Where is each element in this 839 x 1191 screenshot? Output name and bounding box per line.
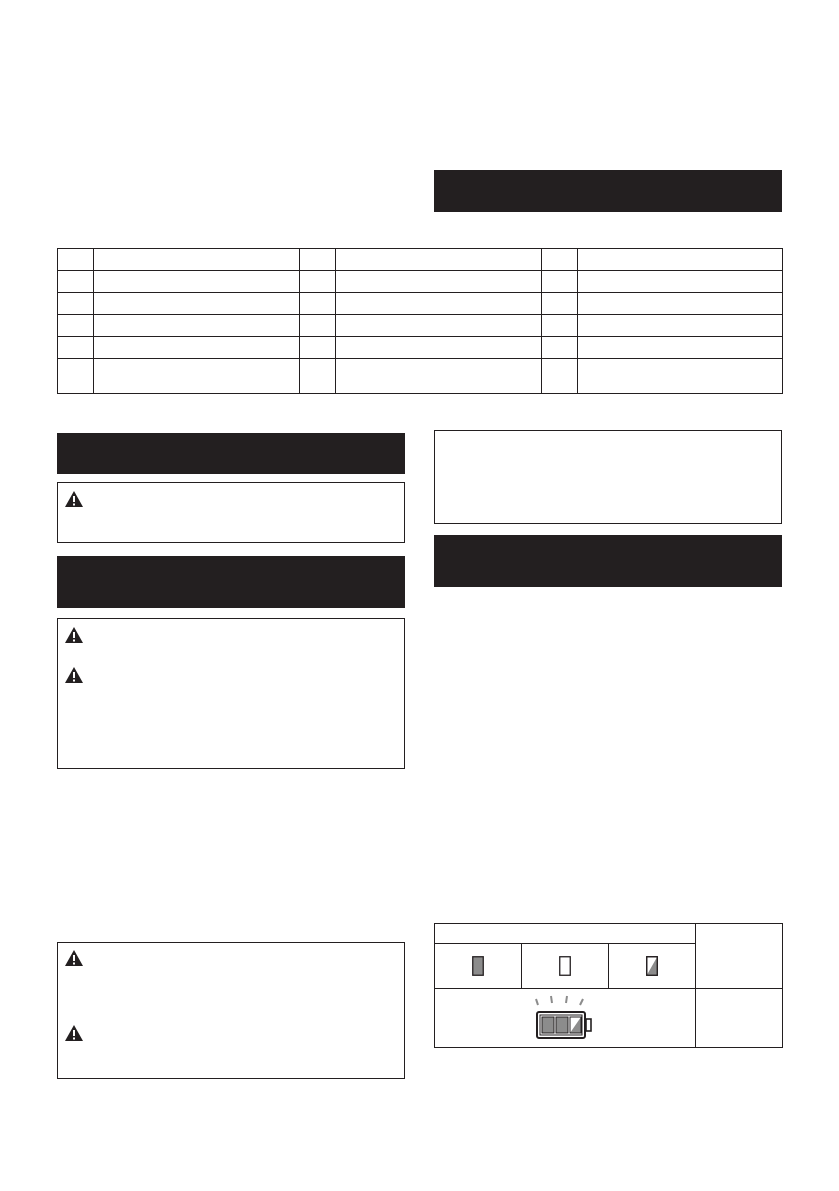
table-cell: [578, 337, 783, 359]
lamp-blinking-icon: [646, 956, 658, 976]
table-row: [58, 271, 783, 293]
section-heading-bar-left-1: [57, 433, 405, 474]
warning-triangle-icon: [64, 949, 84, 967]
table-cell: [94, 315, 300, 337]
table-cell: [300, 315, 336, 337]
parts-description-table: [57, 248, 783, 394]
table-cell: [578, 315, 783, 337]
table-cell: [300, 337, 336, 359]
table-cell: [300, 249, 336, 271]
table-cell: [94, 249, 300, 271]
remaining-capacity-header: [696, 924, 783, 989]
remaining-capacity-cell: [696, 989, 783, 1048]
table-cell: [94, 271, 300, 293]
table-cell: [542, 337, 578, 359]
warning-triangle-icon: [64, 666, 84, 684]
table-row: [58, 359, 783, 394]
table-cell: [94, 359, 300, 394]
warning-triangle-icon: [64, 1024, 84, 1042]
table-cell: [58, 315, 94, 337]
battery-status-cell: [435, 989, 696, 1048]
table-cell: [94, 293, 300, 315]
table-cell: [94, 337, 300, 359]
lamp-lit-icon: [472, 956, 484, 976]
section-heading-bar-right: [434, 535, 782, 587]
table-cell: [578, 249, 783, 271]
notice-box: [434, 430, 782, 524]
warning-box-2: [57, 618, 405, 769]
table-cell: [542, 293, 578, 315]
table-row: [58, 249, 783, 271]
table-cell: [336, 359, 542, 394]
indicator-lamps-header: [435, 924, 696, 944]
table-cell: [542, 249, 578, 271]
section-heading-bar-top: [434, 170, 782, 212]
table-cell: [58, 249, 94, 271]
lamp-lit-cell: [435, 944, 522, 989]
warning-box-1: [57, 482, 405, 543]
table-cell: [336, 271, 542, 293]
table-cell: [578, 293, 783, 315]
table-cell: [542, 359, 578, 394]
warning-box-3: [57, 942, 405, 1079]
lamp-blinking-cell: [609, 944, 696, 989]
table-cell: [300, 293, 336, 315]
table-cell: [336, 315, 542, 337]
table-row: [58, 315, 783, 337]
table-cell: [300, 271, 336, 293]
table-cell: [58, 271, 94, 293]
table-cell: [58, 293, 94, 315]
battery-blinking-icon: [533, 995, 597, 1041]
table-row: [58, 337, 783, 359]
section-heading-bar-left-2: [57, 556, 405, 608]
table-cell: [542, 315, 578, 337]
table-cell: [578, 359, 783, 394]
table-cell: [336, 293, 542, 315]
table-cell: [300, 359, 336, 394]
table-cell: [58, 337, 94, 359]
lamp-off-icon: [559, 956, 571, 976]
table-cell: [542, 271, 578, 293]
table-row: [58, 293, 783, 315]
table-cell: [578, 271, 783, 293]
warning-triangle-icon: [64, 490, 84, 508]
table-cell: [58, 359, 94, 394]
table-cell: [336, 249, 542, 271]
battery-indicator-table: [434, 923, 783, 1048]
warning-triangle-icon: [64, 626, 84, 644]
table-cell: [336, 337, 542, 359]
lamp-off-cell: [522, 944, 609, 989]
